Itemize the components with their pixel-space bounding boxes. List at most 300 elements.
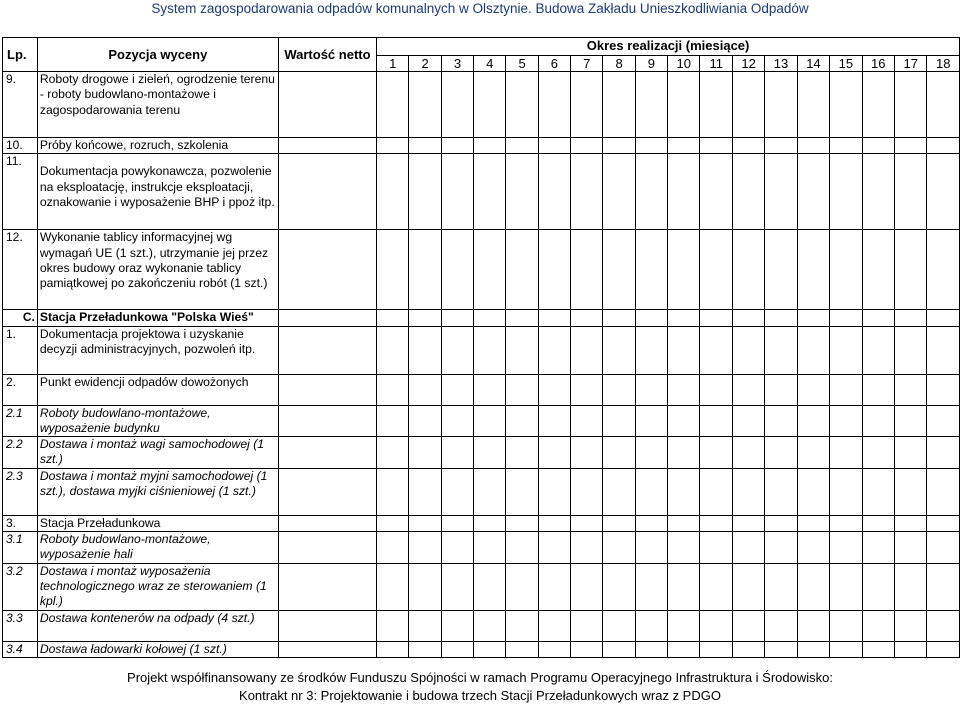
- month-header-17: 17: [895, 56, 927, 72]
- row-lp: 3.3: [3, 610, 38, 641]
- month-cell: [409, 310, 441, 326]
- row-position: [37, 437, 278, 469]
- month-cell: [797, 515, 829, 531]
- row-lp: 1.: [3, 326, 38, 374]
- month-cell: [571, 72, 603, 138]
- month-cell: [830, 326, 862, 374]
- row-position: [37, 468, 278, 515]
- month-cell: [700, 154, 732, 230]
- table-row: [3, 138, 960, 154]
- month-cell: [506, 310, 538, 326]
- month-cell: [797, 374, 829, 405]
- month-cell: [732, 230, 764, 310]
- month-cell: [700, 310, 732, 326]
- month-cell: [700, 230, 732, 310]
- row-lp: 2.: [3, 374, 38, 405]
- month-cell: [506, 563, 538, 610]
- month-cell: [506, 230, 538, 310]
- month-cell: [927, 437, 960, 469]
- month-cell: [538, 468, 570, 515]
- month-cell: [668, 326, 700, 374]
- month-cell: [506, 405, 538, 437]
- table-row: [3, 326, 960, 374]
- month-cell: [506, 72, 538, 138]
- month-cell: [927, 405, 960, 437]
- month-cell: [700, 532, 732, 564]
- month-cell: [635, 310, 667, 326]
- month-cell: [377, 374, 409, 405]
- month-cell: [474, 468, 506, 515]
- footer: [0, 669, 960, 705]
- row-value-cell: [278, 405, 376, 437]
- month-cell: [635, 138, 667, 154]
- month-cell: [603, 138, 635, 154]
- month-cell: [506, 437, 538, 469]
- month-cell: [732, 437, 764, 469]
- month-header-5: 5: [506, 56, 538, 72]
- row-value-cell: [278, 468, 376, 515]
- month-cell: [603, 532, 635, 564]
- row-position-text: Dokumentacja projektowa i uzyskanie decyzji administracyjnych, pozwoleń itp.: [39, 326, 256, 356]
- month-cell: [603, 326, 635, 374]
- row-value-cell: [278, 610, 376, 641]
- month-cell: [895, 515, 927, 531]
- month-cell: [765, 610, 797, 641]
- month-cell: [474, 326, 506, 374]
- month-cell: [506, 610, 538, 641]
- month-cell: [668, 72, 700, 138]
- row-value-cell: [278, 374, 376, 405]
- month-cell: [635, 72, 667, 138]
- month-cell: [895, 374, 927, 405]
- month-cell: [797, 610, 829, 641]
- month-cell: [571, 468, 603, 515]
- month-cell: [474, 310, 506, 326]
- month-cell: [895, 138, 927, 154]
- row-value-cell: [278, 310, 376, 326]
- month-header-13: 13: [765, 56, 797, 72]
- month-cell: [635, 405, 667, 437]
- month-cell: [862, 563, 894, 610]
- month-cell: [409, 374, 441, 405]
- month-cell: [377, 563, 409, 610]
- month-cell: [700, 610, 732, 641]
- month-cell: [409, 532, 441, 564]
- table-row: [3, 468, 960, 515]
- month-cell: [441, 515, 473, 531]
- month-cell: [927, 138, 960, 154]
- month-cell: [765, 72, 797, 138]
- month-cell: [700, 72, 732, 138]
- row-position-text: Stacja Przeładunkowa: [39, 515, 161, 530]
- month-cell: [538, 532, 570, 564]
- row-position: [37, 532, 278, 564]
- month-cell: [895, 563, 927, 610]
- row-lp: 12.: [3, 230, 38, 310]
- row-value-cell: [278, 437, 376, 469]
- month-cell: [830, 532, 862, 564]
- month-cell: [700, 468, 732, 515]
- month-cell: [635, 610, 667, 641]
- row-position-text: Dostawa i montaż wyposażenia technologicznego wraz ze sterowaniem (1 kpl.): [39, 563, 267, 609]
- month-cell: [927, 532, 960, 564]
- month-cell: [862, 138, 894, 154]
- month-cell: [668, 138, 700, 154]
- row-lp: 3.4: [3, 641, 38, 657]
- month-cell: [474, 230, 506, 310]
- month-cell: [441, 532, 473, 564]
- month-cell: [765, 138, 797, 154]
- month-cell: [377, 610, 409, 641]
- month-cell: [603, 72, 635, 138]
- month-cell: [603, 154, 635, 230]
- month-cell: [409, 468, 441, 515]
- month-cell: [732, 515, 764, 531]
- month-cell: [474, 374, 506, 405]
- month-cell: [635, 641, 667, 657]
- row-position: [37, 641, 278, 657]
- month-cell: [635, 532, 667, 564]
- month-cell: [571, 326, 603, 374]
- row-position-text: Punkt ewidencji odpadów dowożonych: [39, 374, 249, 389]
- month-cell: [441, 72, 473, 138]
- month-cell: [927, 326, 960, 374]
- month-cell: [797, 72, 829, 138]
- month-cell: [732, 610, 764, 641]
- row-lp: 3.2: [3, 563, 38, 610]
- month-cell: [862, 326, 894, 374]
- month-cell: [765, 437, 797, 469]
- month-cell: [474, 138, 506, 154]
- month-cell: [830, 515, 862, 531]
- month-cell: [409, 138, 441, 154]
- month-cell: [538, 563, 570, 610]
- month-cell: [441, 641, 473, 657]
- month-cell: [441, 563, 473, 610]
- row-position-text: Dostawa kontenerów na odpady (4 szt.): [39, 610, 255, 625]
- footer-line-2: Kontrakt nr 3: Projektowanie i budowa trzech Stacji Przeładunkowych wraz z PDGO: [239, 688, 721, 703]
- month-cell: [571, 437, 603, 469]
- month-cell: [797, 437, 829, 469]
- month-cell: [538, 72, 570, 138]
- month-cell: [765, 563, 797, 610]
- month-cell: [797, 468, 829, 515]
- month-cell: [830, 138, 862, 154]
- month-cell: [927, 154, 960, 230]
- row-position-text: Dostawa i montaż wagi samochodowej (1 szt.): [39, 437, 265, 467]
- month-cell: [830, 154, 862, 230]
- month-header-12: 12: [732, 56, 764, 72]
- table-row: [3, 154, 960, 230]
- month-cell: [927, 468, 960, 515]
- month-cell: [895, 468, 927, 515]
- month-cell: [474, 437, 506, 469]
- month-cell: [830, 641, 862, 657]
- month-cell: [571, 515, 603, 531]
- month-cell: [441, 468, 473, 515]
- row-value-cell: [278, 532, 376, 564]
- month-cell: [700, 641, 732, 657]
- month-cell: [538, 641, 570, 657]
- row-position-text: Roboty budowlano-montażowe, wyposażenie hali: [39, 532, 211, 562]
- month-cell: [571, 230, 603, 310]
- month-cell: [732, 154, 764, 230]
- month-cell: [603, 437, 635, 469]
- month-cell: [603, 374, 635, 405]
- month-cell: [635, 515, 667, 531]
- month-cell: [797, 563, 829, 610]
- row-value-cell: [278, 641, 376, 657]
- month-cell: [797, 138, 829, 154]
- month-cell: [441, 230, 473, 310]
- month-cell: [797, 154, 829, 230]
- month-cell: [862, 310, 894, 326]
- month-cell: [441, 405, 473, 437]
- month-cell: [538, 230, 570, 310]
- month-cell: [668, 515, 700, 531]
- row-position-text: Stacja Przeładunkowa "Polska Wieś": [39, 310, 254, 325]
- month-cell: [732, 374, 764, 405]
- month-cell: [538, 610, 570, 641]
- month-cell: [538, 326, 570, 374]
- month-cell: [895, 405, 927, 437]
- row-position-text: Roboty budowlano-montażowe, wyposażenie budynku: [39, 405, 211, 435]
- month-cell: [668, 374, 700, 405]
- month-cell: [895, 641, 927, 657]
- month-cell: [927, 515, 960, 531]
- month-cell: [506, 138, 538, 154]
- row-value-cell: [278, 154, 376, 230]
- month-cell: [830, 374, 862, 405]
- month-cell: [377, 230, 409, 310]
- row-value-cell: [278, 515, 376, 531]
- month-cell: [830, 405, 862, 437]
- month-cell: [409, 515, 441, 531]
- row-position: [37, 563, 278, 610]
- header-period: Okres realizacji (miesiące): [377, 38, 960, 56]
- month-cell: [830, 610, 862, 641]
- month-cell: [732, 310, 764, 326]
- month-cell: [700, 563, 732, 610]
- month-cell: [474, 610, 506, 641]
- row-position-text: Próby końcowe, rozruch, szkolenia: [39, 138, 229, 152]
- month-cell: [377, 532, 409, 564]
- month-cell: [538, 138, 570, 154]
- month-cell: [797, 326, 829, 374]
- row-value-cell: [278, 230, 376, 310]
- month-cell: [830, 437, 862, 469]
- month-cell: [732, 641, 764, 657]
- month-cell: [700, 138, 732, 154]
- month-cell: [895, 310, 927, 326]
- month-cell: [506, 326, 538, 374]
- row-value-cell: [278, 563, 376, 610]
- month-cell: [797, 310, 829, 326]
- month-cell: [635, 437, 667, 469]
- row-position: [37, 230, 278, 310]
- month-cell: [927, 641, 960, 657]
- month-cell: [538, 437, 570, 469]
- month-cell: [571, 154, 603, 230]
- month-cell: [927, 374, 960, 405]
- month-cell: [474, 154, 506, 230]
- month-cell: [765, 230, 797, 310]
- month-cell: [441, 138, 473, 154]
- month-cell: [635, 563, 667, 610]
- month-cell: [538, 374, 570, 405]
- month-cell: [603, 405, 635, 437]
- month-cell: [765, 641, 797, 657]
- month-header-10: 10: [668, 56, 700, 72]
- month-cell: [700, 405, 732, 437]
- month-cell: [732, 468, 764, 515]
- table-row: [3, 230, 960, 310]
- month-cell: [668, 310, 700, 326]
- table-row: [3, 72, 960, 138]
- month-cell: [474, 405, 506, 437]
- month-cell: [797, 230, 829, 310]
- month-cell: [409, 563, 441, 610]
- footer-line-1: Projekt współfinansowany ze środków Funduszu Spójności w ramach Programu Operacyjnego Infrastruktura i Środowisko:: [127, 670, 833, 685]
- row-value-cell: [278, 138, 376, 154]
- month-cell: [862, 230, 894, 310]
- row-position-text: Dostawa i montaż myjni samochodowej (1 szt.), dostawa myjki ciśnieniowej (1 szt.): [39, 468, 268, 499]
- month-cell: [571, 405, 603, 437]
- month-cell: [927, 310, 960, 326]
- row-lp: 2.1: [3, 405, 38, 437]
- month-cell: [765, 405, 797, 437]
- month-cell: [765, 515, 797, 531]
- row-position: [37, 310, 278, 326]
- header-value: Wartość netto: [278, 38, 376, 72]
- month-cell: [538, 310, 570, 326]
- month-cell: [732, 138, 764, 154]
- row-position-text: Roboty drogowe i zieleń, ogrodzenie terenu - roboty budowlano-montażowe i zagospodarowania terenu: [39, 72, 275, 117]
- month-cell: [603, 230, 635, 310]
- month-cell: [409, 326, 441, 374]
- month-cell: [603, 610, 635, 641]
- row-position: [37, 515, 278, 531]
- table-row: [3, 610, 960, 641]
- month-cell: [765, 326, 797, 374]
- month-cell: [700, 515, 732, 531]
- month-cell: [862, 515, 894, 531]
- month-header-7: 7: [571, 56, 603, 72]
- month-cell: [797, 532, 829, 564]
- month-cell: [668, 563, 700, 610]
- month-cell: [506, 515, 538, 531]
- month-cell: [732, 72, 764, 138]
- month-cell: [732, 326, 764, 374]
- month-cell: [635, 468, 667, 515]
- month-cell: [700, 437, 732, 469]
- month-cell: [377, 641, 409, 657]
- month-cell: [668, 154, 700, 230]
- month-cell: [377, 138, 409, 154]
- table-row: [3, 405, 960, 437]
- schedule-table: [2, 37, 960, 658]
- row-lp: 9.: [3, 72, 38, 138]
- month-cell: [830, 468, 862, 515]
- month-cell: [895, 437, 927, 469]
- row-lp: 10.: [3, 138, 38, 154]
- month-cell: [571, 532, 603, 564]
- month-cell: [571, 310, 603, 326]
- month-cell: [797, 641, 829, 657]
- table-row: [3, 532, 960, 564]
- month-cell: [862, 154, 894, 230]
- month-cell: [377, 405, 409, 437]
- month-cell: [700, 326, 732, 374]
- month-cell: [732, 532, 764, 564]
- month-header-16: 16: [862, 56, 894, 72]
- month-cell: [668, 610, 700, 641]
- month-cell: [571, 138, 603, 154]
- month-cell: [377, 154, 409, 230]
- month-cell: [603, 310, 635, 326]
- month-cell: [830, 72, 862, 138]
- month-cell: [377, 72, 409, 138]
- month-header-6: 6: [538, 56, 570, 72]
- month-cell: [603, 468, 635, 515]
- month-cell: [895, 532, 927, 564]
- month-cell: [571, 563, 603, 610]
- month-header-11: 11: [700, 56, 732, 72]
- header-position: Pozycja wyceny: [37, 38, 278, 72]
- month-cell: [506, 641, 538, 657]
- month-cell: [474, 641, 506, 657]
- month-header-4: 4: [474, 56, 506, 72]
- month-cell: [506, 374, 538, 405]
- month-cell: [538, 515, 570, 531]
- month-cell: [474, 515, 506, 531]
- month-header-8: 8: [603, 56, 635, 72]
- table-row: [3, 563, 960, 610]
- month-cell: [377, 437, 409, 469]
- month-cell: [635, 230, 667, 310]
- month-cell: [862, 437, 894, 469]
- month-cell: [441, 154, 473, 230]
- month-cell: [571, 374, 603, 405]
- month-cell: [603, 515, 635, 531]
- month-cell: [506, 468, 538, 515]
- table-row: [3, 310, 960, 326]
- table-row: [3, 515, 960, 531]
- month-cell: [862, 641, 894, 657]
- month-cell: [571, 610, 603, 641]
- row-lp: 2.2: [3, 437, 38, 469]
- month-cell: [538, 405, 570, 437]
- month-cell: [377, 310, 409, 326]
- row-lp: C.: [3, 310, 38, 326]
- month-cell: [862, 374, 894, 405]
- month-cell: [635, 374, 667, 405]
- row-position: [37, 610, 278, 641]
- month-cell: [377, 515, 409, 531]
- month-cell: [668, 468, 700, 515]
- month-cell: [441, 610, 473, 641]
- row-position: [37, 326, 278, 374]
- row-position: [37, 72, 278, 138]
- month-cell: [830, 310, 862, 326]
- row-position: [37, 138, 278, 154]
- month-cell: [441, 310, 473, 326]
- month-cell: [732, 405, 764, 437]
- month-cell: [765, 310, 797, 326]
- month-cell: [635, 154, 667, 230]
- month-cell: [830, 563, 862, 610]
- month-cell: [862, 610, 894, 641]
